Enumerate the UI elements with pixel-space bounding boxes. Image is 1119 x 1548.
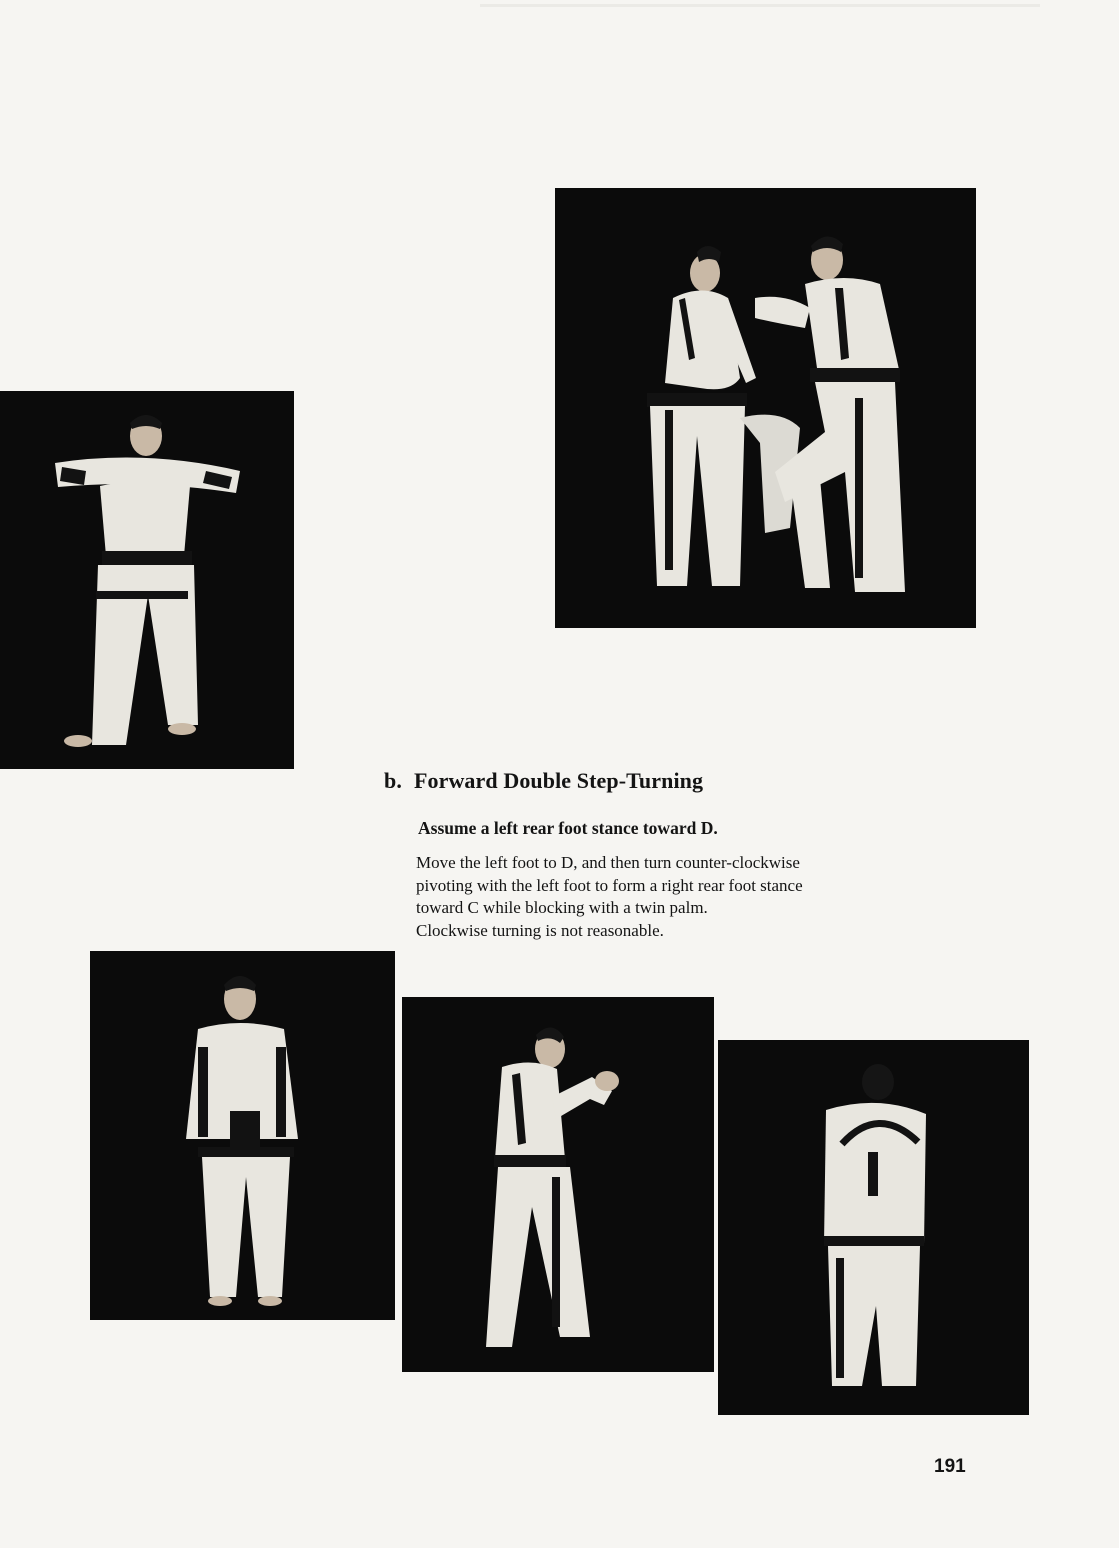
section-heading bbox=[384, 768, 703, 794]
ready-stance-figure bbox=[90, 951, 395, 1320]
photo-pair-knee-block bbox=[555, 188, 976, 628]
description-line: Move the left foot to D, and then turn counter-clockwise bbox=[416, 853, 800, 872]
twin-palm-figure bbox=[0, 391, 294, 769]
side-guard-figure bbox=[402, 997, 714, 1372]
page-number: 191 bbox=[934, 1456, 966, 1477]
pair-knee-block-figure bbox=[555, 188, 976, 628]
photo-back-view-stance bbox=[718, 1040, 1029, 1415]
back-view-figure bbox=[718, 1040, 1029, 1415]
technique-description bbox=[416, 852, 1016, 942]
stance-instruction: Assume a left rear foot stance toward D. bbox=[418, 818, 718, 838]
description-line: Clockwise turning is not reasonable. bbox=[416, 920, 664, 940]
photo-twin-palm-stance bbox=[0, 391, 294, 769]
section-title: Forward Double Step-Turning bbox=[413, 768, 704, 793]
photo-ready-stance bbox=[90, 951, 395, 1320]
page-top-edge bbox=[480, 4, 1040, 7]
description-line: pivoting with the left foot to form a right rear foot stance bbox=[416, 875, 803, 895]
photo-side-guard-stance bbox=[402, 997, 714, 1372]
section-marker: b. bbox=[384, 768, 402, 793]
description-line: toward C while blocking with a twin palm. bbox=[416, 898, 708, 917]
